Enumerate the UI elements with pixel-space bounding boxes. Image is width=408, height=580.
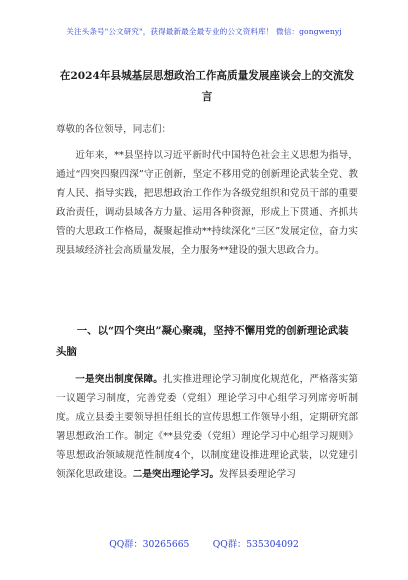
point-text-2: 发挥县委理论学习 bbox=[219, 469, 296, 481]
point-lead-1: 一是突出制度保障。 bbox=[75, 374, 164, 385]
salutation: 尊敬的各位领导，同志们： bbox=[56, 124, 172, 135]
paragraph-section-1 bbox=[56, 370, 358, 485]
page-footer-qq: QQ群：30265665 QQ群：535304092 bbox=[109, 539, 299, 550]
document-title: 在2024年县城基层思想政治工作高质量发展座谈会上的交流发言 bbox=[59, 70, 355, 103]
paragraph-intro: 近年来，**县坚持以习近平新时代中国特色社会主义思想为指导，通过“四突四聚四深”守正创新，坚定不移用党的创新理论武装全党、教育人民、指导实践，把思想政治工作作为各级党组织和党员干部的重要政治责任，调动县域各方力量、运用各种资源，形成上下贯通、齐抓共管的大思政工作格局，凝聚起推动**持续深化“三区”发展定位，奋力实现县域经济社会高质量发展，全力服务**建设的强大思政合力。 bbox=[56, 150, 358, 257]
section-heading-1: 一、以“四个突出”凝心聚魂，坚持不懈用党的创新理论武装头脑 bbox=[56, 325, 349, 358]
point-lead-2: 二是突出理论学习。 bbox=[132, 469, 220, 481]
point-text-1: 扎实推进理论学习制度化规范化，严格落实第一议题学习制度，完善党委（党组）理论学习中心组学习列席旁听制度。成立县委主要领导担任组长的宣传思想工作领导小组，定期研究部署思想政治工作。制定《**县党委（党组）理论学习中心组学习规则》等思想政治领域规范性制度4个，以制度建设推进理论武装，以党建引领深化思政建设。 bbox=[56, 374, 359, 481]
page-header-promo: 关注头条号"公文研究"，获得最新最全最专业的公文资料库！ 微信：gongwenyj bbox=[66, 27, 342, 36]
